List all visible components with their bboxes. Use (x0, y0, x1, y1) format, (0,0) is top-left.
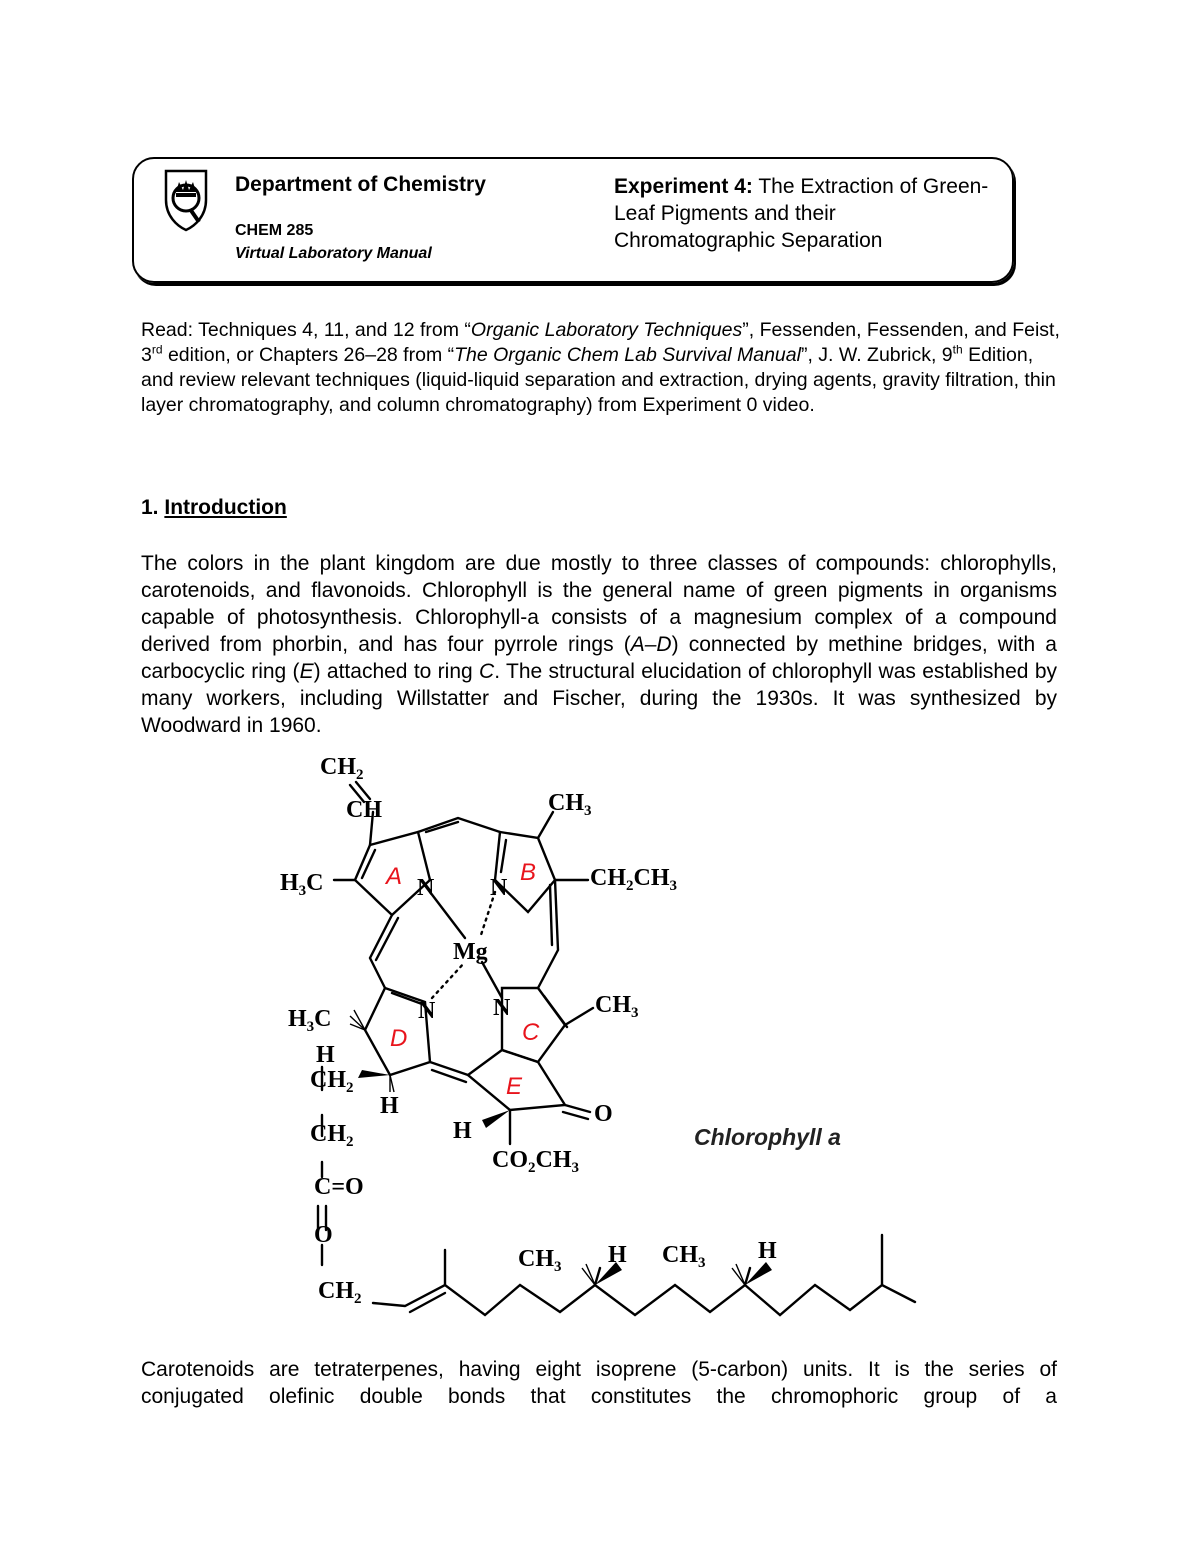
label-ch3-ring-b: $CH_3$ (548, 790, 592, 819)
label-ch2ch3: $CH_2CH_3$ (590, 865, 677, 894)
label-ch3-chain-1: $CH_3$ (518, 1246, 562, 1275)
label-h3c-ring-a: $H_3C$ (280, 870, 324, 899)
university-crest-logo (163, 168, 209, 232)
reading-text-4: ”, J. W. Zubrick, 9 (800, 344, 953, 366)
section-title: Introduction (164, 496, 287, 519)
label-n-ring-c: N (493, 995, 511, 1021)
reading-text-5: Edition, and review relevant techniques (liquid-liquid separation and extraction, drying agents, gravity filtration, thin layer chromatography, and column chromatography) from Experiment 0 video. (141, 344, 1056, 416)
label-h-ring-e: H (453, 1118, 472, 1144)
reading-text-2: ”, Fessenden, Fessenden, and Feist, 3 (141, 319, 1060, 366)
label-ch3-chain-2: $CH_3$ (662, 1242, 706, 1271)
intro-italic-2: E (299, 660, 314, 683)
reading-assignment (141, 318, 1071, 418)
label-ch3-ring-c: $CH_3$ (595, 992, 639, 1021)
reading-text-3: edition, or Chapters 26–28 from “ (162, 344, 455, 366)
label-ch2-vinyl: $CH_2$ (320, 754, 364, 783)
label-h-chain-1: H (608, 1242, 627, 1268)
intro-italic-3: C (479, 660, 495, 683)
experiment-title: The Extraction of Green-Leaf Pigments and their Chromatographic Separation (614, 175, 989, 252)
label-n-ring-d: N (418, 998, 436, 1024)
label-n-ring-a: N (417, 875, 435, 901)
ordinal-suffix-2: th (952, 342, 963, 357)
label-o-ketone: O (594, 1101, 613, 1127)
label-co2ch3: $CO_2CH_3$ (492, 1147, 579, 1176)
book-title-1: Organic Laboratory Techniques (470, 319, 743, 341)
intro-text-1: The colors in the plant kingdom are due mostly to three classes of compounds: chlorophylls, carotenoids, and flavonoids. Chlorophyll is the general name of green pigments in organisms capable of photosynthesis. Chlorophyll-a consists of a magnesium complex of a compound derived from phorbin, and has four pyrrole rings ( (141, 552, 1057, 656)
intro-text-2: ) connected by methine bridges, with a carbocyclic ring ( (141, 633, 1057, 683)
intro-paragraph (141, 550, 1057, 739)
reading-text-1: Read: Techniques 4, 11, and 12 from “ (141, 319, 471, 341)
book-title-2: The Organic Chem Lab Survival Manual (454, 344, 801, 366)
label-h-chain-2: H (758, 1238, 777, 1264)
label-n-ring-b: N (490, 875, 508, 901)
experiment-label: Experiment 4: (614, 175, 753, 198)
intro-text-3: ) attached to ring (313, 660, 480, 683)
label-ch2-chain-1: $CH_2$ (310, 1067, 354, 1096)
section-number: 1. (141, 496, 165, 519)
label-mg: Mg (453, 939, 488, 965)
ring-label-e: E (506, 1073, 523, 1100)
experiment-title-block (614, 173, 994, 254)
ordinal-suffix-1: rd (151, 342, 163, 357)
label-h-ring-d: H (316, 1042, 335, 1068)
carotenoids-paragraph: Carotenoids are tetraterpenes, having eight isoprene (5-carbon) units. It is the series of conjugated olefinic double bonds that constitutes the chromophoric group of a (141, 1358, 1057, 1408)
label-c-eq-o: C=O (314, 1174, 364, 1200)
label-ch-vinyl: CH (346, 797, 382, 823)
ring-label-a: A (386, 863, 403, 890)
ring-label-d: D (390, 1025, 408, 1052)
chlorophyll-structure-diagram (270, 740, 930, 1320)
ring-label-c: C (522, 1019, 540, 1046)
course-code: CHEM 285 (235, 222, 314, 239)
compound-name: Chlorophyll a (694, 1124, 841, 1150)
label-ch2-chain-3: $CH_2$ (318, 1278, 362, 1307)
department-name: Department of Chemistry (235, 173, 486, 196)
section-heading (141, 496, 287, 520)
label-h-ring-d-2: H (380, 1093, 399, 1119)
manual-name: Virtual Laboratory Manual (235, 245, 432, 262)
intro-text-4: . The structural elucidation of chlorophyll was established by many workers, including Willstatter and Fischer, during the 1930s. It was synthesized by Woodward in 1960. (141, 660, 1057, 737)
ring-label-b: B (520, 859, 537, 886)
label-h3c-ring-d: $H_3C$ (288, 1006, 332, 1035)
label-ch2-chain-2: $CH_2$ (310, 1121, 354, 1150)
intro-italic-1: A–D (630, 633, 672, 656)
label-o-ester: O (314, 1222, 333, 1248)
